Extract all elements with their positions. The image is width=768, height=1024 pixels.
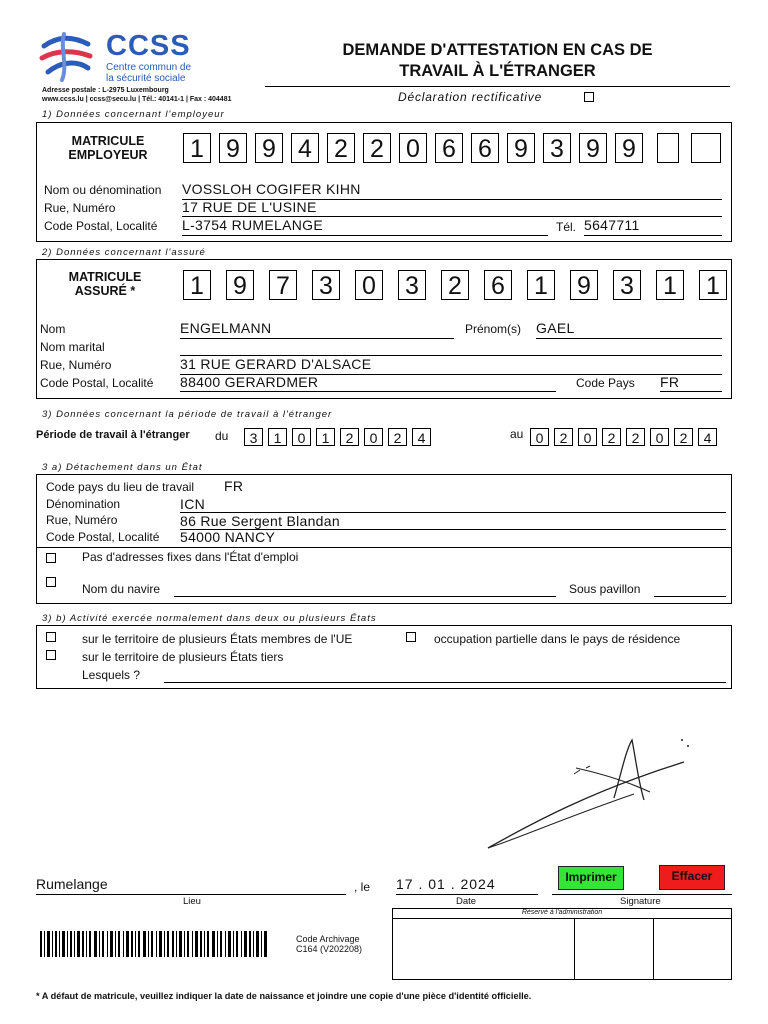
matricule-digit[interactable]	[691, 133, 721, 163]
ccss-logo-icon	[38, 32, 94, 82]
no-fixed-address-label: Pas d'adresses fixes dans l'État d'emploi	[82, 550, 299, 564]
date-digit[interactable]: 0	[364, 428, 383, 446]
matricule-digit[interactable]	[657, 133, 679, 163]
matricule-digit[interactable]: 3	[398, 270, 426, 300]
date-digit[interactable]: 2	[626, 428, 645, 446]
signature-label: Signature	[620, 896, 661, 907]
date-field[interactable]: 17 . 01 . 2024	[396, 876, 538, 895]
matricule-digit[interactable]: 2	[363, 133, 391, 163]
employer-street-field[interactable]: 17 RUE DE L'USINE	[182, 199, 722, 217]
date-label: Date	[456, 896, 477, 907]
matricule-digit[interactable]: 1	[699, 270, 727, 300]
date-digit[interactable]: 2	[340, 428, 359, 446]
matricule-digit[interactable]: 1	[183, 133, 211, 163]
flag-label: Sous pavillon	[569, 582, 641, 596]
section-multi-label: 3) b) Activité exercée normalement dans deux ou plusieurs États	[42, 613, 377, 624]
third-states-label: sur le territoire de plusieurs États tiers	[82, 650, 284, 664]
employer-matricule-label: MATRICULE EMPLOYEUR	[68, 134, 148, 162]
postal-address: Adresse postale : L-2975 Luxembourg	[42, 87, 169, 94]
third-states-checkbox[interactable]	[46, 650, 56, 660]
logo-subtitle-2: la sécurité sociale	[106, 73, 186, 84]
detachment-denom-field[interactable]: ICN	[180, 496, 726, 513]
insured-country-field[interactable]: FR	[660, 374, 722, 392]
detachment-inner-divider	[36, 547, 732, 548]
employer-tel-label: Tél.	[556, 220, 577, 234]
insured-country-label: Code Pays	[576, 376, 635, 390]
employer-matricule-digits	[183, 133, 723, 163]
date-digit[interactable]: 0	[292, 428, 311, 446]
lieu-label: Lieu	[183, 896, 201, 907]
rectificative-checkbox[interactable]	[584, 92, 594, 102]
matricule-digit[interactable]: 2	[327, 133, 355, 163]
admin-col-divider-1	[574, 918, 575, 980]
no-fixed-address-checkbox[interactable]	[46, 553, 56, 563]
detachment-street-label: Rue, Numéro	[46, 513, 118, 527]
admin-col-divider-2	[653, 918, 654, 980]
ship-name-label: Nom du navire	[82, 582, 161, 596]
title-divider	[265, 86, 730, 87]
date-digit[interactable]: 0	[530, 428, 549, 446]
matricule-digit[interactable]: 9	[570, 270, 598, 300]
matricule-digit[interactable]: 9	[579, 133, 607, 163]
which-states-field[interactable]	[164, 668, 726, 683]
employer-postal-label: Code Postal, Localité	[44, 219, 158, 233]
insured-matricule-digits	[183, 270, 728, 300]
detachment-street-field[interactable]: 86 Rue Sergent Blandan	[180, 513, 726, 530]
detachment-country-label: Code pays du lieu de travail	[46, 480, 195, 494]
archive-code: Code Archivage C164 (V202208)	[296, 934, 363, 954]
logo-text: CCSS	[106, 30, 191, 62]
footnote: * A défaut de matricule, veuillez indiquer la date de naissance et joindre une copie d'une pièce d'identité officielle.	[36, 991, 532, 1001]
ship-name-field[interactable]	[174, 580, 556, 597]
matricule-digit[interactable]: 9	[615, 133, 643, 163]
matricule-digit[interactable]: 2	[441, 270, 469, 300]
matricule-digit[interactable]: 3	[613, 270, 641, 300]
insured-postal-label: Code Postal, Localité	[40, 376, 154, 390]
matricule-digit[interactable]: 9	[226, 270, 254, 300]
matricule-digit[interactable]: 9	[219, 133, 247, 163]
section-detachment-label: 3 a) Détachement dans un État	[42, 462, 203, 473]
period-du-label: du	[215, 429, 229, 443]
matricule-digit[interactable]: 9	[255, 133, 283, 163]
matricule-digit[interactable]: 3	[312, 270, 340, 300]
date-digit[interactable]: 2	[554, 428, 573, 446]
insured-marital-field[interactable]	[180, 338, 722, 356]
matricule-digit[interactable]: 3	[543, 133, 571, 163]
insured-marital-label: Nom marital	[40, 340, 105, 354]
matricule-digit[interactable]: 0	[399, 133, 427, 163]
insured-prenom-label: Prénom(s)	[465, 322, 522, 336]
date-prefix: , le	[354, 880, 371, 894]
clear-button[interactable]: Effacer	[659, 865, 725, 890]
section-employer-label: 1) Données concernant l'employeur	[42, 109, 225, 120]
ship-checkbox[interactable]	[46, 577, 56, 587]
detachment-country-field[interactable]: FR	[224, 478, 244, 494]
date-digit[interactable]: 1	[316, 428, 335, 446]
matricule-digit[interactable]: 1	[656, 270, 684, 300]
period-label: Période de travail à l'étranger	[36, 429, 190, 441]
matricule-digit[interactable]: 4	[291, 133, 319, 163]
date-digit[interactable]: 0	[650, 428, 669, 446]
insured-nom-field[interactable]: ENGELMANN	[180, 320, 454, 339]
employer-postal-field[interactable]: L-3754 RUMELANGE	[182, 217, 548, 236]
matricule-digit[interactable]: 1	[527, 270, 555, 300]
detachment-postal-label: Code Postal, Localité	[46, 530, 160, 544]
matricule-digit[interactable]: 7	[269, 270, 297, 300]
date-digit[interactable]: 2	[674, 428, 693, 446]
date-digit[interactable]: 2	[388, 428, 407, 446]
employer-tel-field[interactable]: 5647711	[584, 217, 722, 236]
insured-prenom-field[interactable]: GAEL	[536, 320, 722, 339]
matricule-digit[interactable]: 9	[507, 133, 535, 163]
eu-states-label: sur le territoire de plusieurs États membres de l'UE	[82, 632, 353, 646]
insured-nom-label: Nom	[40, 322, 66, 336]
insured-matricule-label: MATRICULE ASSURÉ *	[68, 270, 142, 298]
which-states-label: Lesquels ?	[82, 668, 141, 682]
partial-residence-checkbox[interactable]	[406, 632, 416, 642]
matricule-digit[interactable]: 6	[484, 270, 512, 300]
barcode	[40, 931, 268, 957]
admin-header-divider	[392, 918, 732, 919]
period-au-digits	[530, 428, 722, 446]
ccss-logo	[38, 32, 258, 92]
insured-street-label: Rue, Numéro	[40, 358, 112, 372]
contact-info: www.ccss.lu | ccss@secu.lu | Tél.: 40141-1 | Fax : 404481	[42, 96, 232, 103]
print-button[interactable]: Imprimer	[558, 866, 624, 890]
partial-residence-label: occupation partielle dans le pays de résidence	[434, 632, 681, 646]
detachment-denom-label: Dénomination	[46, 497, 121, 511]
period-du-digits	[244, 428, 434, 446]
section-insured-label: 2) Données concernant l'assuré	[42, 247, 206, 258]
date-digit[interactable]: 0	[578, 428, 597, 446]
matricule-digit[interactable]: 0	[355, 270, 383, 300]
matricule-digit[interactable]: 6	[435, 133, 463, 163]
detachment-postal-field[interactable]: 54000 NANCY	[180, 529, 276, 545]
date-digit[interactable]: 3	[244, 428, 263, 446]
page-title: DEMANDE D'ATTESTATION EN CAS DE TRAVAIL À L'ÉTRANGER	[342, 41, 653, 80]
matricule-digit[interactable]: 1	[183, 270, 211, 300]
date-digit[interactable]: 4	[698, 428, 717, 446]
employer-name-label: Nom ou dénomination	[44, 183, 162, 197]
period-au-label: au	[510, 427, 524, 441]
admin-label: Réservé à l'administration	[521, 909, 603, 916]
signature-line	[552, 878, 732, 895]
employer-name-field[interactable]: VOSSLOH COGIFER KIHN	[182, 181, 722, 200]
flag-field[interactable]	[654, 580, 726, 597]
employer-street-label: Rue, Numéro	[44, 201, 116, 215]
matricule-digit[interactable]: 6	[471, 133, 499, 163]
insured-postal-field[interactable]: 88400 GERARDMER	[180, 374, 556, 392]
date-digit[interactable]: 2	[602, 428, 621, 446]
handwritten-signature	[474, 710, 714, 860]
eu-states-checkbox[interactable]	[46, 632, 56, 642]
section-period-label: 3) Données concernant la période de travail à l'étranger	[42, 409, 333, 420]
place-field[interactable]: Rumelange	[36, 876, 346, 895]
insured-street-field[interactable]: 31 RUE GERARD D'ALSACE	[180, 356, 722, 375]
logo-subtitle-1: Centre commun de	[106, 62, 192, 73]
date-digit[interactable]: 4	[412, 428, 431, 446]
date-digit[interactable]: 1	[268, 428, 287, 446]
rectificative-label: Déclaration rectificative	[398, 90, 543, 104]
